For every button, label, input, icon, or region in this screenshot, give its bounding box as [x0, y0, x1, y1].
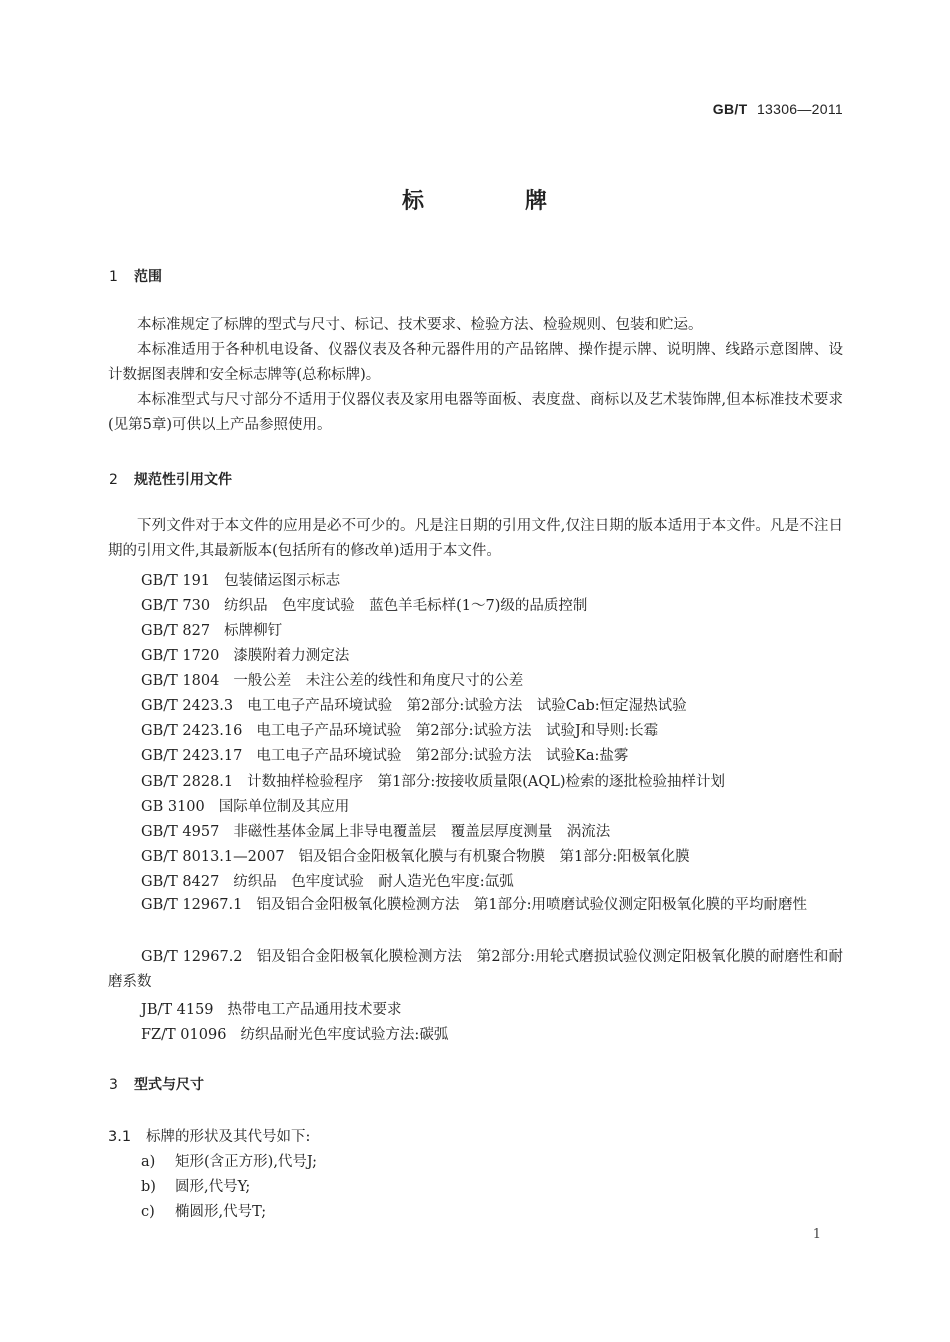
- page-title: [0, 184, 950, 215]
- scope-paragraph-3: 本标准型式与尺寸部分不适用于仪器仪表及家用电器等面板、表度盘、商标以及艺术装饰牌,但本标准技术要求(见第5章)可供以上产品参照使用。: [108, 392, 843, 433]
- reference-code: GB/T 2423.17: [141, 748, 243, 764]
- reference-code: GB/T 12967.2: [141, 949, 243, 965]
- reference-title: 一般公差 未注公差的线性和角度尺寸的公差: [233, 673, 524, 689]
- standard-number: [713, 101, 843, 118]
- reference-title: 国际单位制及其应用: [218, 799, 350, 815]
- reference-code: GB/T 1804: [141, 673, 220, 689]
- reference-title: 铝及铝合金阳极氧化膜检测方法 第1部分:用喷磨试验仪测定阳极氧化膜的平均耐磨性: [256, 897, 807, 913]
- section-number: 2: [109, 472, 118, 488]
- list-item: [141, 1175, 250, 1196]
- reference-item: [141, 594, 587, 615]
- reference-title: 铝及铝合金阳极氧化膜检测方法 第2部分:用轮式磨损试验仪测定阳极氧化膜的耐磨性和耐磨系数: [108, 949, 844, 990]
- reference-code: GB 3100: [141, 799, 205, 815]
- reference-item: [141, 694, 687, 715]
- reference-code: GB/T 2423.16: [141, 723, 243, 739]
- reference-title: 漆膜附着力测定法: [233, 648, 350, 664]
- reference-title: 电工电子产品环境试验 第2部分:试验方法 试验Ka:盐雾: [256, 748, 629, 764]
- reference-item: [141, 998, 402, 1019]
- title-char-1: 标: [401, 189, 425, 214]
- reference-code: GB/T 2423.3: [141, 698, 234, 714]
- reference-item: [141, 770, 725, 791]
- reference-title: 纺织品 色牢度试验 蓝色羊毛标样(1～7)级的品质控制: [224, 598, 588, 614]
- reference-item: [141, 669, 523, 690]
- refs-intro-paragraph: 下列文件对于本文件的应用是必不可少的。凡是注日期的引用文件,仅注日期的版本适用于本文件。凡是不注日期的引用文件,其最新版本(包括所有的修改单)适用于本文件。: [108, 518, 843, 559]
- reference-item: [141, 1023, 448, 1044]
- reference-code: FZ/T 01096: [141, 1027, 227, 1043]
- reference-code: GB/T 730: [141, 598, 211, 614]
- standard-code: 13306—2011: [756, 101, 843, 117]
- scope-paragraph-2: 本标准适用于各种机电设备、仪器仪表及各种元器件用的产品铭牌、操作提示牌、说明牌、线路示意图牌、设计数据图表牌和安全标志牌等(总称标牌)。: [108, 342, 843, 383]
- page-number: 1: [812, 1227, 821, 1242]
- reference-code: JB/T 4159: [141, 1002, 214, 1018]
- scope-paragraph-1: 本标准规定了标牌的型式与尺寸、标记、技术要求、检验方法、检验规则、包装和贮运。: [137, 317, 703, 333]
- reference-title: 电工电子产品环境试验 第2部分:试验方法 试验J和导则:长霉: [256, 723, 659, 739]
- reference-item: [141, 795, 349, 816]
- reference-item: [141, 744, 628, 765]
- list-marker: c): [141, 1204, 155, 1220]
- reference-code: GB/T 8013.1—2007: [141, 849, 285, 865]
- reference-code: GB/T 2828.1: [141, 774, 234, 790]
- reference-title: 包装储运图示标志: [224, 573, 341, 589]
- section-title: 规范性引用文件: [134, 472, 232, 488]
- reference-item: [141, 820, 610, 841]
- list-text: 椭圆形,代号T;: [175, 1204, 267, 1220]
- reference-code: GB/T 191: [141, 573, 211, 589]
- section-title: 范围: [134, 269, 162, 285]
- reference-item: [141, 845, 690, 866]
- reference-item: [141, 719, 658, 740]
- reference-title: 纺织品 色牢度试验 耐人造光色牢度:氙弧: [233, 874, 514, 890]
- list-item: [141, 1200, 266, 1221]
- reference-code: GB/T 12967.1: [141, 897, 243, 913]
- section-heading-3: [109, 1074, 204, 1094]
- reference-title: 铝及铝合金阳极氧化膜与有机聚合物膜 第1部分:阳极氧化膜: [298, 849, 690, 865]
- reference-item: [108, 893, 843, 918]
- reference-item: [141, 619, 282, 640]
- reference-title: 计数抽样检验程序 第1部分:按接收质量限(AQL)检索的逐批检验抽样计划: [247, 774, 726, 790]
- reference-item: [141, 569, 340, 590]
- reference-title: 非磁性基体金属上非导电覆盖层 覆盖层厚度测量 涡流法: [233, 824, 611, 840]
- section-number: 3: [109, 1077, 118, 1093]
- reference-title: 热带电工产品通用技术要求: [227, 1002, 402, 1018]
- reference-code: GB/T 1720: [141, 648, 220, 664]
- reference-title: 标牌柳钉: [224, 623, 283, 639]
- reference-title: 电工电子产品环境试验 第2部分:试验方法 试验Cab:恒定湿热试验: [247, 698, 687, 714]
- clause-number: 3.1: [108, 1129, 132, 1145]
- reference-item: [141, 644, 349, 665]
- list-item: [141, 1150, 317, 1171]
- section-heading-1: [109, 266, 162, 286]
- reference-title: 纺织品耐光色牢度试验方法:碳弧: [240, 1027, 449, 1043]
- clause-text: 标牌的形状及其代号如下:: [146, 1129, 311, 1145]
- section-heading-2: [109, 469, 232, 489]
- reference-code: GB/T 4957: [141, 824, 220, 840]
- standard-prefix: GB/T: [712, 101, 748, 117]
- section-title: 型式与尺寸: [134, 1077, 204, 1093]
- reference-code: GB/T 8427: [141, 874, 220, 890]
- list-text: 矩形(含正方形),代号J;: [175, 1154, 318, 1170]
- section-number: 1: [109, 269, 118, 285]
- list-marker: b): [141, 1179, 156, 1195]
- list-text: 圆形,代号Y;: [175, 1179, 251, 1195]
- reference-item: [141, 870, 514, 891]
- reference-code: GB/T 827: [141, 623, 211, 639]
- clause-3-1: [108, 1125, 310, 1146]
- reference-item: [108, 945, 843, 995]
- list-marker: a): [141, 1154, 156, 1170]
- title-char-2: 牌: [525, 189, 549, 214]
